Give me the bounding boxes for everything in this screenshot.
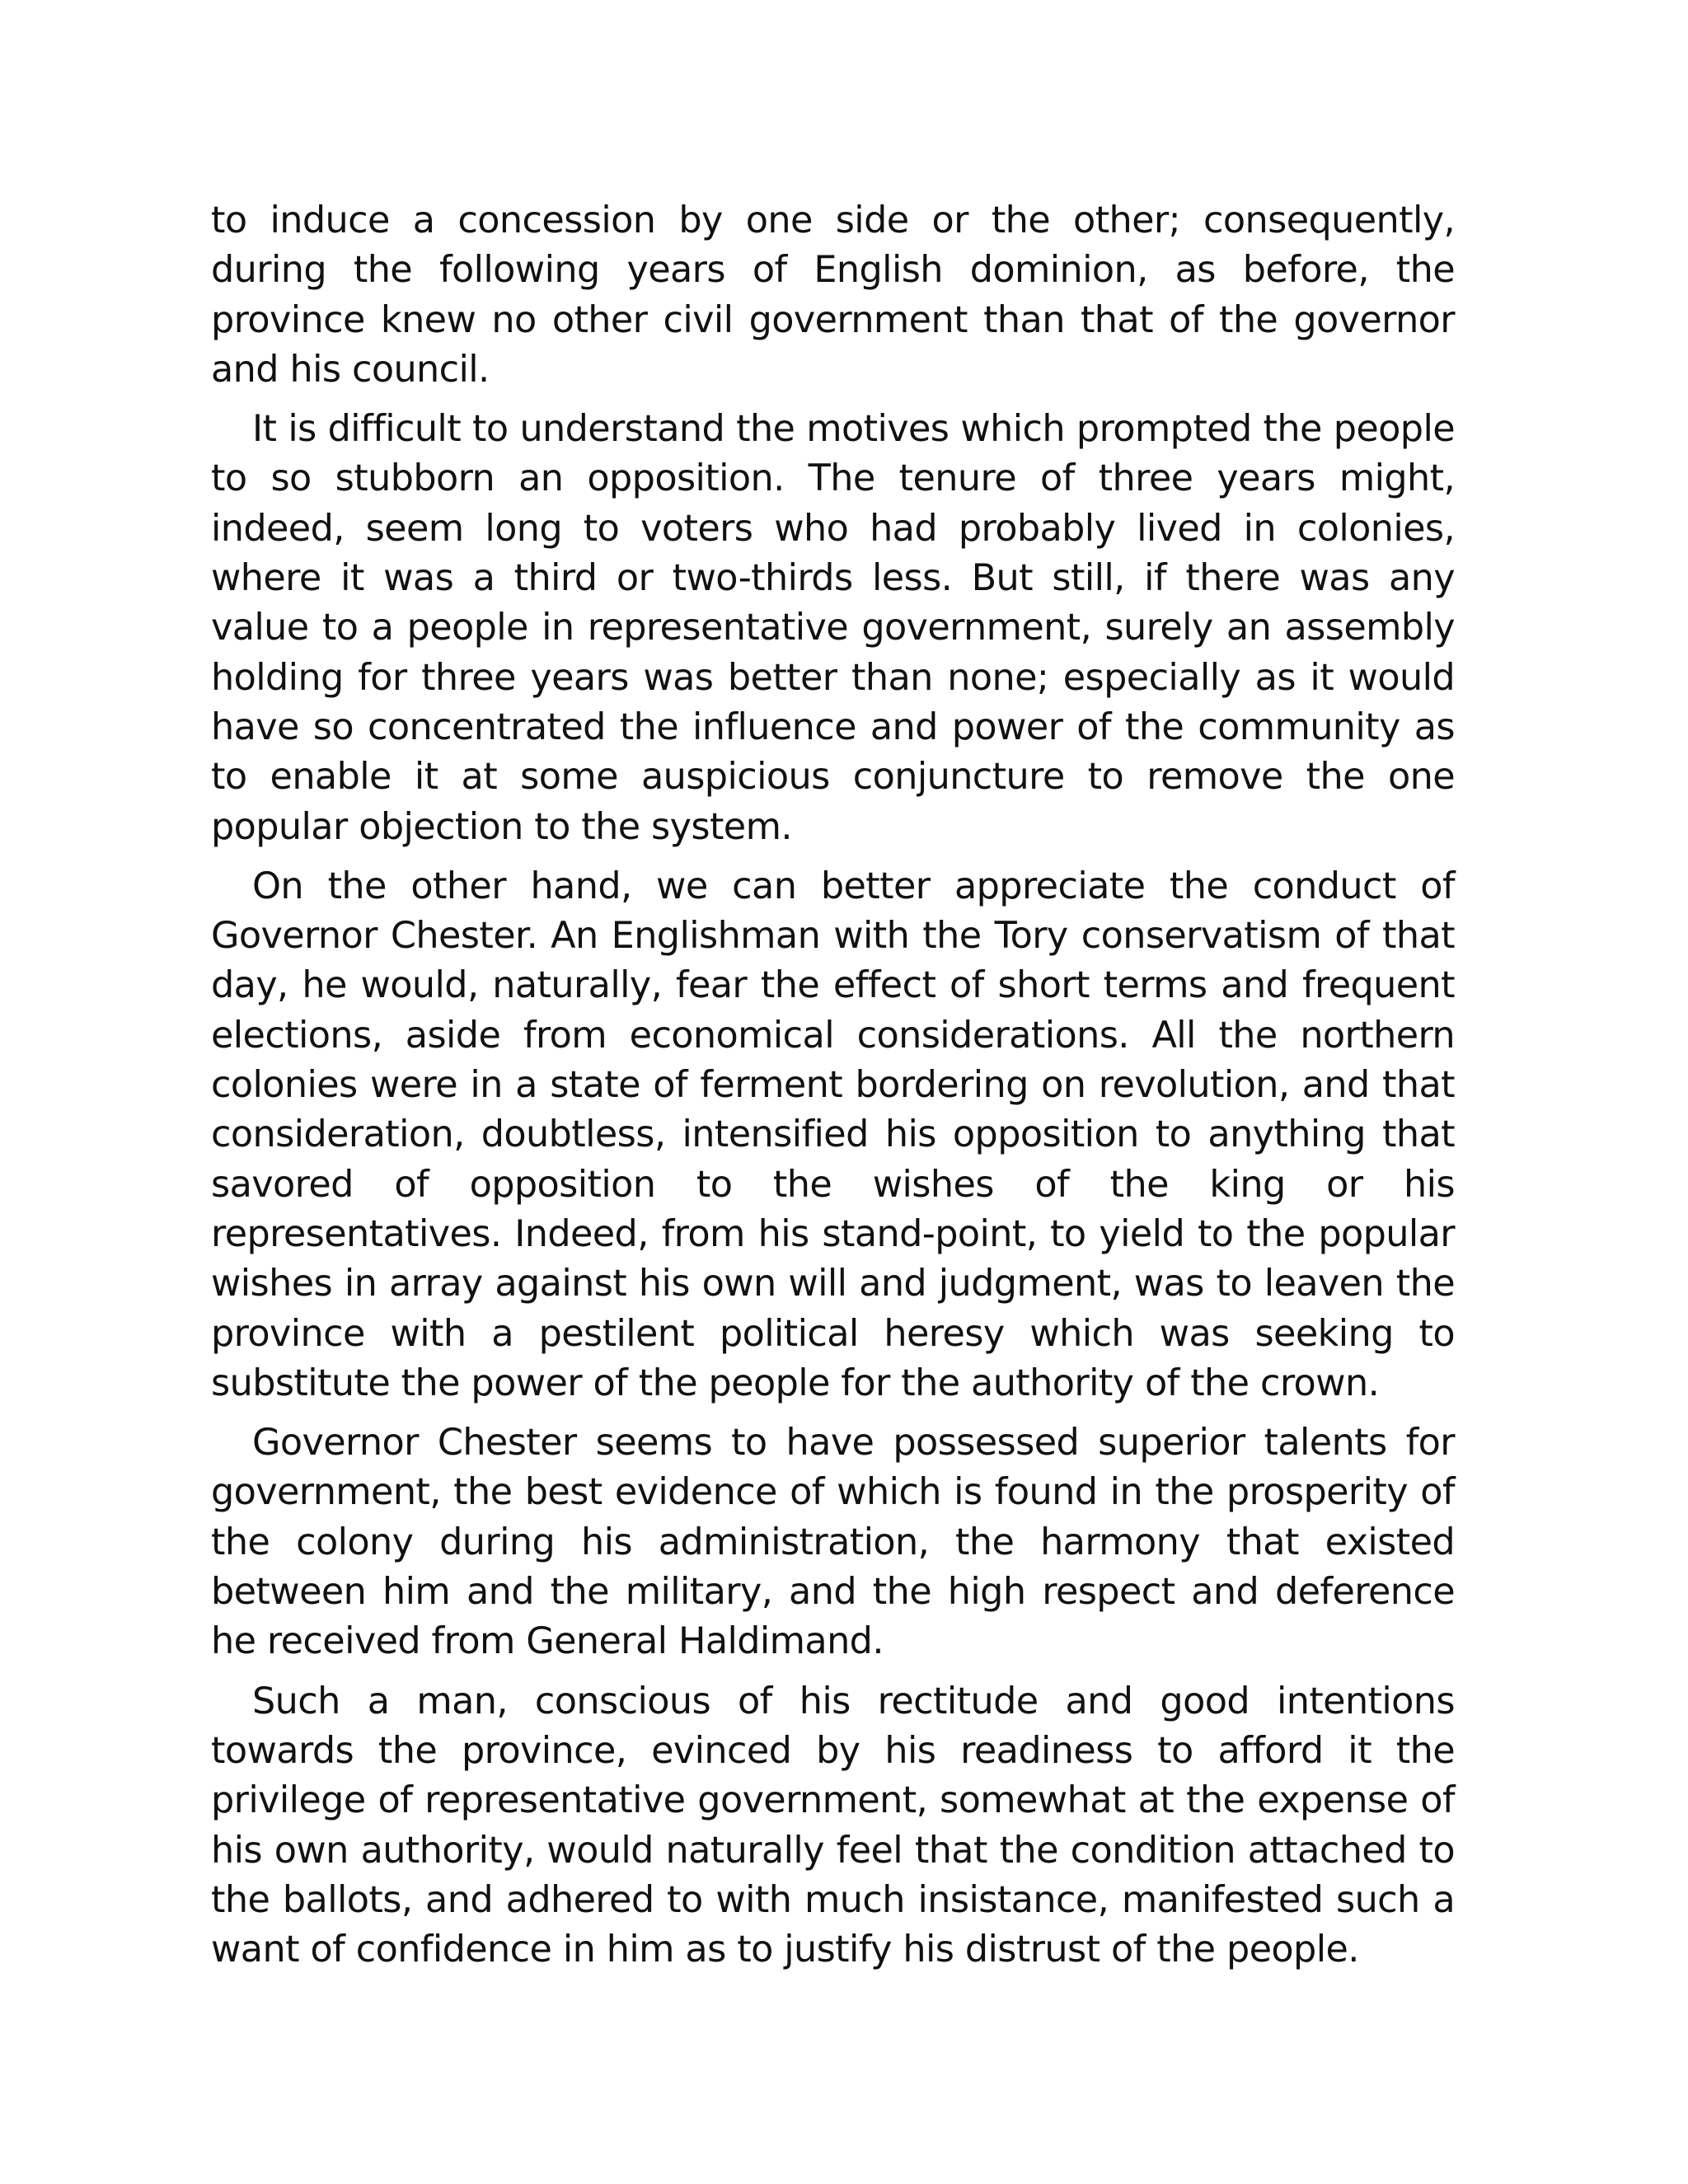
paragraph-distrust: Such a man, conscious of his rectitude and good intentions towards the province, evinced by his readiness to afford it the privilege of representative government, somewhat at the expense of his own authority, would naturally feel that the condition attached to the ballots, and adhered to with much insistance, manifested such a want of confidence in him as to justify his distrust of the people. xyxy=(211,1680,1455,1971)
paragraph-motives: It is difficult to understand the motives which prompted the people to so stubborn an opposition. The tenure of three years might, indeed, seem long to voters who had probably lived in colonies, where it was a third or two-thirds less. But still, if there was any value to a people in representative government, surely an assembly holding for three years was better than none; especially as it would have so concentrated the influence and power of the community as to enable it at some auspicious conjuncture to remove the one popular objection to the system. xyxy=(211,408,1455,848)
paragraph-continued: to induce a concession by one side or the other; consequently, during the following years of English dominion, as before, the province knew no other civil government than that of the governor and his council. xyxy=(211,199,1455,391)
paragraph-governor-talents: Governor Chester seems to have possessed superior talents for government, the best evidence of which is found in the prosperity of the colony during his administration, the harmony that existed between him and the military, and the high respect and deference he received from General Haldimand. xyxy=(211,1422,1455,1663)
body-text xyxy=(211,196,1455,1985)
paragraph-governor-conduct: On the other hand, we can better appreciate the conduct of Governor Chester. An Englishman with the Tory conservatism of that day, he would, naturally, fear the effect of short terms and frequent elections, aside from economical considerations. All the northern colonies were in a state of ferment bordering on revolution, and that consideration, doubtless, intensified his opposition to anything that savored of opposition to the wishes of the king or his representatives. Indeed, from his stand-point, to yield to the popular wishes in array against his own will and judgment, was to leaven the province with a pestilent political heresy which was seeking to substitute the power of the people for the authority of the crown. xyxy=(211,865,1455,1404)
